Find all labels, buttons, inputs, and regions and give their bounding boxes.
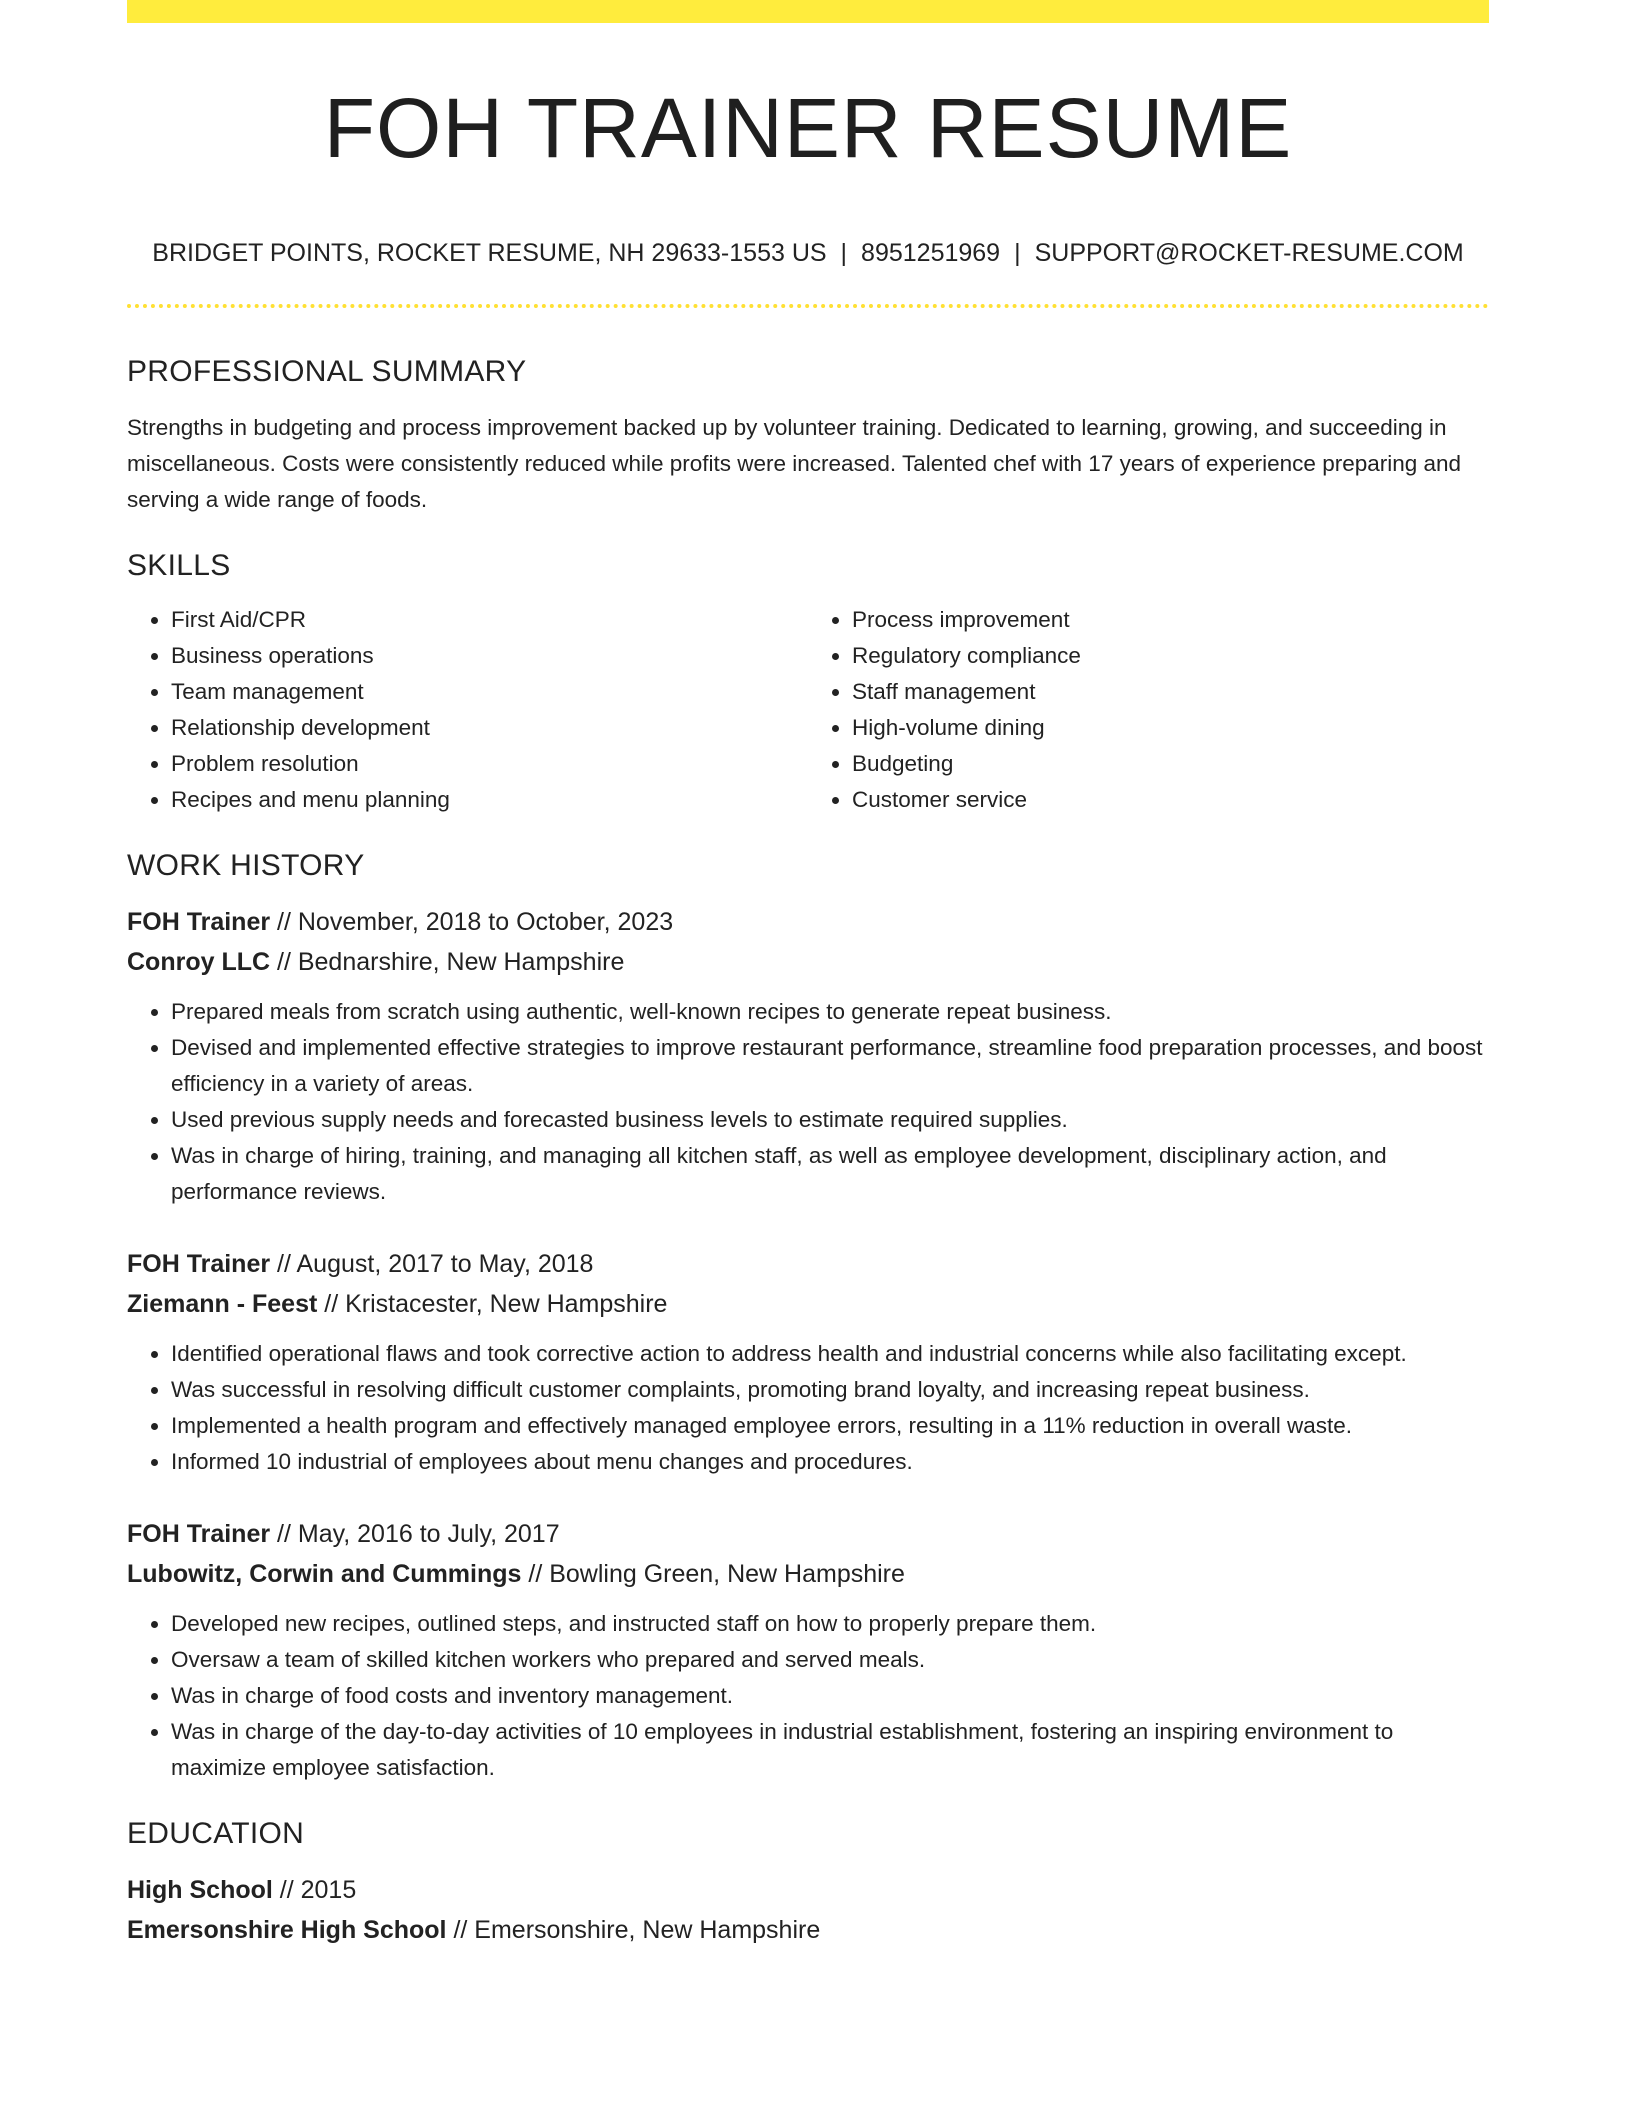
phone: 8951251969 [861, 239, 1001, 267]
separator: | [840, 239, 848, 267]
company-name: Ziemann - Feest [127, 1290, 318, 1318]
skill-item: • High-volume dining [852, 710, 1489, 746]
accent-bar [127, 0, 1489, 23]
company-location: // Bednarshire, New Hampshire [270, 948, 625, 976]
degree: High School [127, 1876, 273, 1904]
job-title-line [127, 1244, 1489, 1284]
skill-item: • Regulatory compliance [852, 638, 1489, 674]
work-history-section [127, 846, 1489, 1786]
job-bullet: • Was in charge of food costs and inventory management. [171, 1678, 1489, 1714]
job-company-line [127, 942, 1489, 982]
school-location: // Emersonshire, New Hampshire [446, 1916, 821, 1944]
address: BRIDGET POINTS, ROCKET RESUME, NH 29633-1553 US [152, 239, 827, 267]
graduation-year: // 2015 [272, 1876, 357, 1904]
section-heading: EDUCATION [127, 1817, 305, 1850]
skill-item: • Business operations [171, 638, 808, 674]
skill-item: • Recipes and menu planning [171, 782, 808, 818]
summary-text: Strengths in budgeting and process improvement backed up by volunteer training. Dedicated to learning, growing, and succeeding in miscellaneous. Costs were consistently reduced while profits were increased. Talented chef with 17 years of experience preparing and serving a wide range of foods. [127, 415, 1462, 512]
section-heading: PROFESSIONAL SUMMARY [127, 355, 527, 388]
separator: | [1014, 239, 1021, 267]
school-name: Emersonshire High School [127, 1916, 447, 1944]
resume-title: FOH TRAINER RESUME [323, 81, 1293, 175]
resume-content [127, 352, 1489, 1950]
job-bullets [127, 1336, 1489, 1480]
job-dates: // August, 2017 to May, 2018 [270, 1250, 594, 1278]
company-name: Lubowitz, Corwin and Cummings [127, 1560, 522, 1588]
section-heading: SKILLS [127, 549, 231, 582]
job-dates: // May, 2016 to July, 2017 [270, 1520, 560, 1548]
skill-item: • Process improvement [852, 602, 1489, 638]
degree-line [127, 1870, 1489, 1910]
job-title-line [127, 902, 1489, 942]
skill-item: • Team management [171, 674, 808, 710]
job-bullet: • Was in charge of hiring, training, and managing all kitchen staff, as well as employee development, disciplinary action, and performance reviews. [171, 1138, 1489, 1210]
skill-item: • Relationship development [171, 710, 808, 746]
skills-list-left [127, 602, 808, 818]
job-bullet: • Prepared meals from scratch using authentic, well-known recipes to generate repeat business. [171, 994, 1489, 1030]
job-bullet: • Informed 10 industrial of employees about menu changes and procedures. [171, 1444, 1489, 1480]
job-title: FOH Trainer [127, 1250, 271, 1278]
job-company-line [127, 1554, 1489, 1594]
skill-item: • First Aid/CPR [171, 602, 808, 638]
skill-item: • Customer service [852, 782, 1489, 818]
school-line [127, 1910, 1489, 1950]
job-bullets [127, 1606, 1489, 1786]
job-bullets [127, 994, 1489, 1210]
job-entry [127, 1514, 1489, 1786]
job-title: FOH Trainer [127, 908, 271, 936]
job-entry [127, 1244, 1489, 1480]
job-bullet: • Used previous supply needs and forecasted business levels to estimate required supplies. [171, 1102, 1489, 1138]
contact-line [127, 236, 1489, 270]
job-entry [127, 902, 1489, 1210]
skills-list-right [808, 602, 1489, 818]
dotted-divider [127, 304, 1489, 308]
company-location: // Kristacester, New Hampshire [317, 1290, 668, 1318]
job-company-line [127, 1284, 1489, 1324]
job-bullet: • Was successful in resolving difficult customer complaints, promoting brand loyalty, and increasing repeat business. [171, 1372, 1489, 1408]
job-dates: // November, 2018 to October, 2023 [270, 908, 674, 936]
skill-item: • Problem resolution [171, 746, 808, 782]
email: SUPPORT@ROCKET-RESUME.COM [1034, 239, 1464, 267]
company-location: // Bowling Green, New Hampshire [521, 1560, 905, 1588]
job-title-line [127, 1514, 1489, 1554]
job-title: FOH Trainer [127, 1520, 271, 1548]
skills-columns [127, 602, 1489, 818]
skills-section [127, 546, 1489, 818]
skill-item: • Staff management [852, 674, 1489, 710]
summary-section [127, 352, 1489, 518]
job-bullet: • Devised and implemented effective strategies to improve restaurant performance, streamline food preparation processes, and boost efficiency in a variety of areas. [171, 1030, 1489, 1102]
job-bullet: • Implemented a health program and effectively managed employee errors, resulting in a 11% reduction in overall waste. [171, 1408, 1489, 1444]
education-section [127, 1814, 1489, 1950]
job-bullet: • Developed new recipes, outlined steps, and instructed staff on how to properly prepare them. [171, 1606, 1489, 1642]
job-bullet: • Identified operational flaws and took corrective action to address health and industrial concerns while also facilitating except. [171, 1336, 1489, 1372]
job-bullet: • Oversaw a team of skilled kitchen workers who prepared and served meals. [171, 1642, 1489, 1678]
education-entry [127, 1870, 1489, 1950]
company-name: Conroy LLC [127, 948, 271, 976]
skill-item: • Budgeting [852, 746, 1489, 782]
job-bullet: • Was in charge of the day-to-day activities of 10 employees in industrial establishment, fostering an inspiring environment to maximize employee satisfaction. [171, 1714, 1489, 1786]
section-heading: WORK HISTORY [127, 849, 365, 882]
